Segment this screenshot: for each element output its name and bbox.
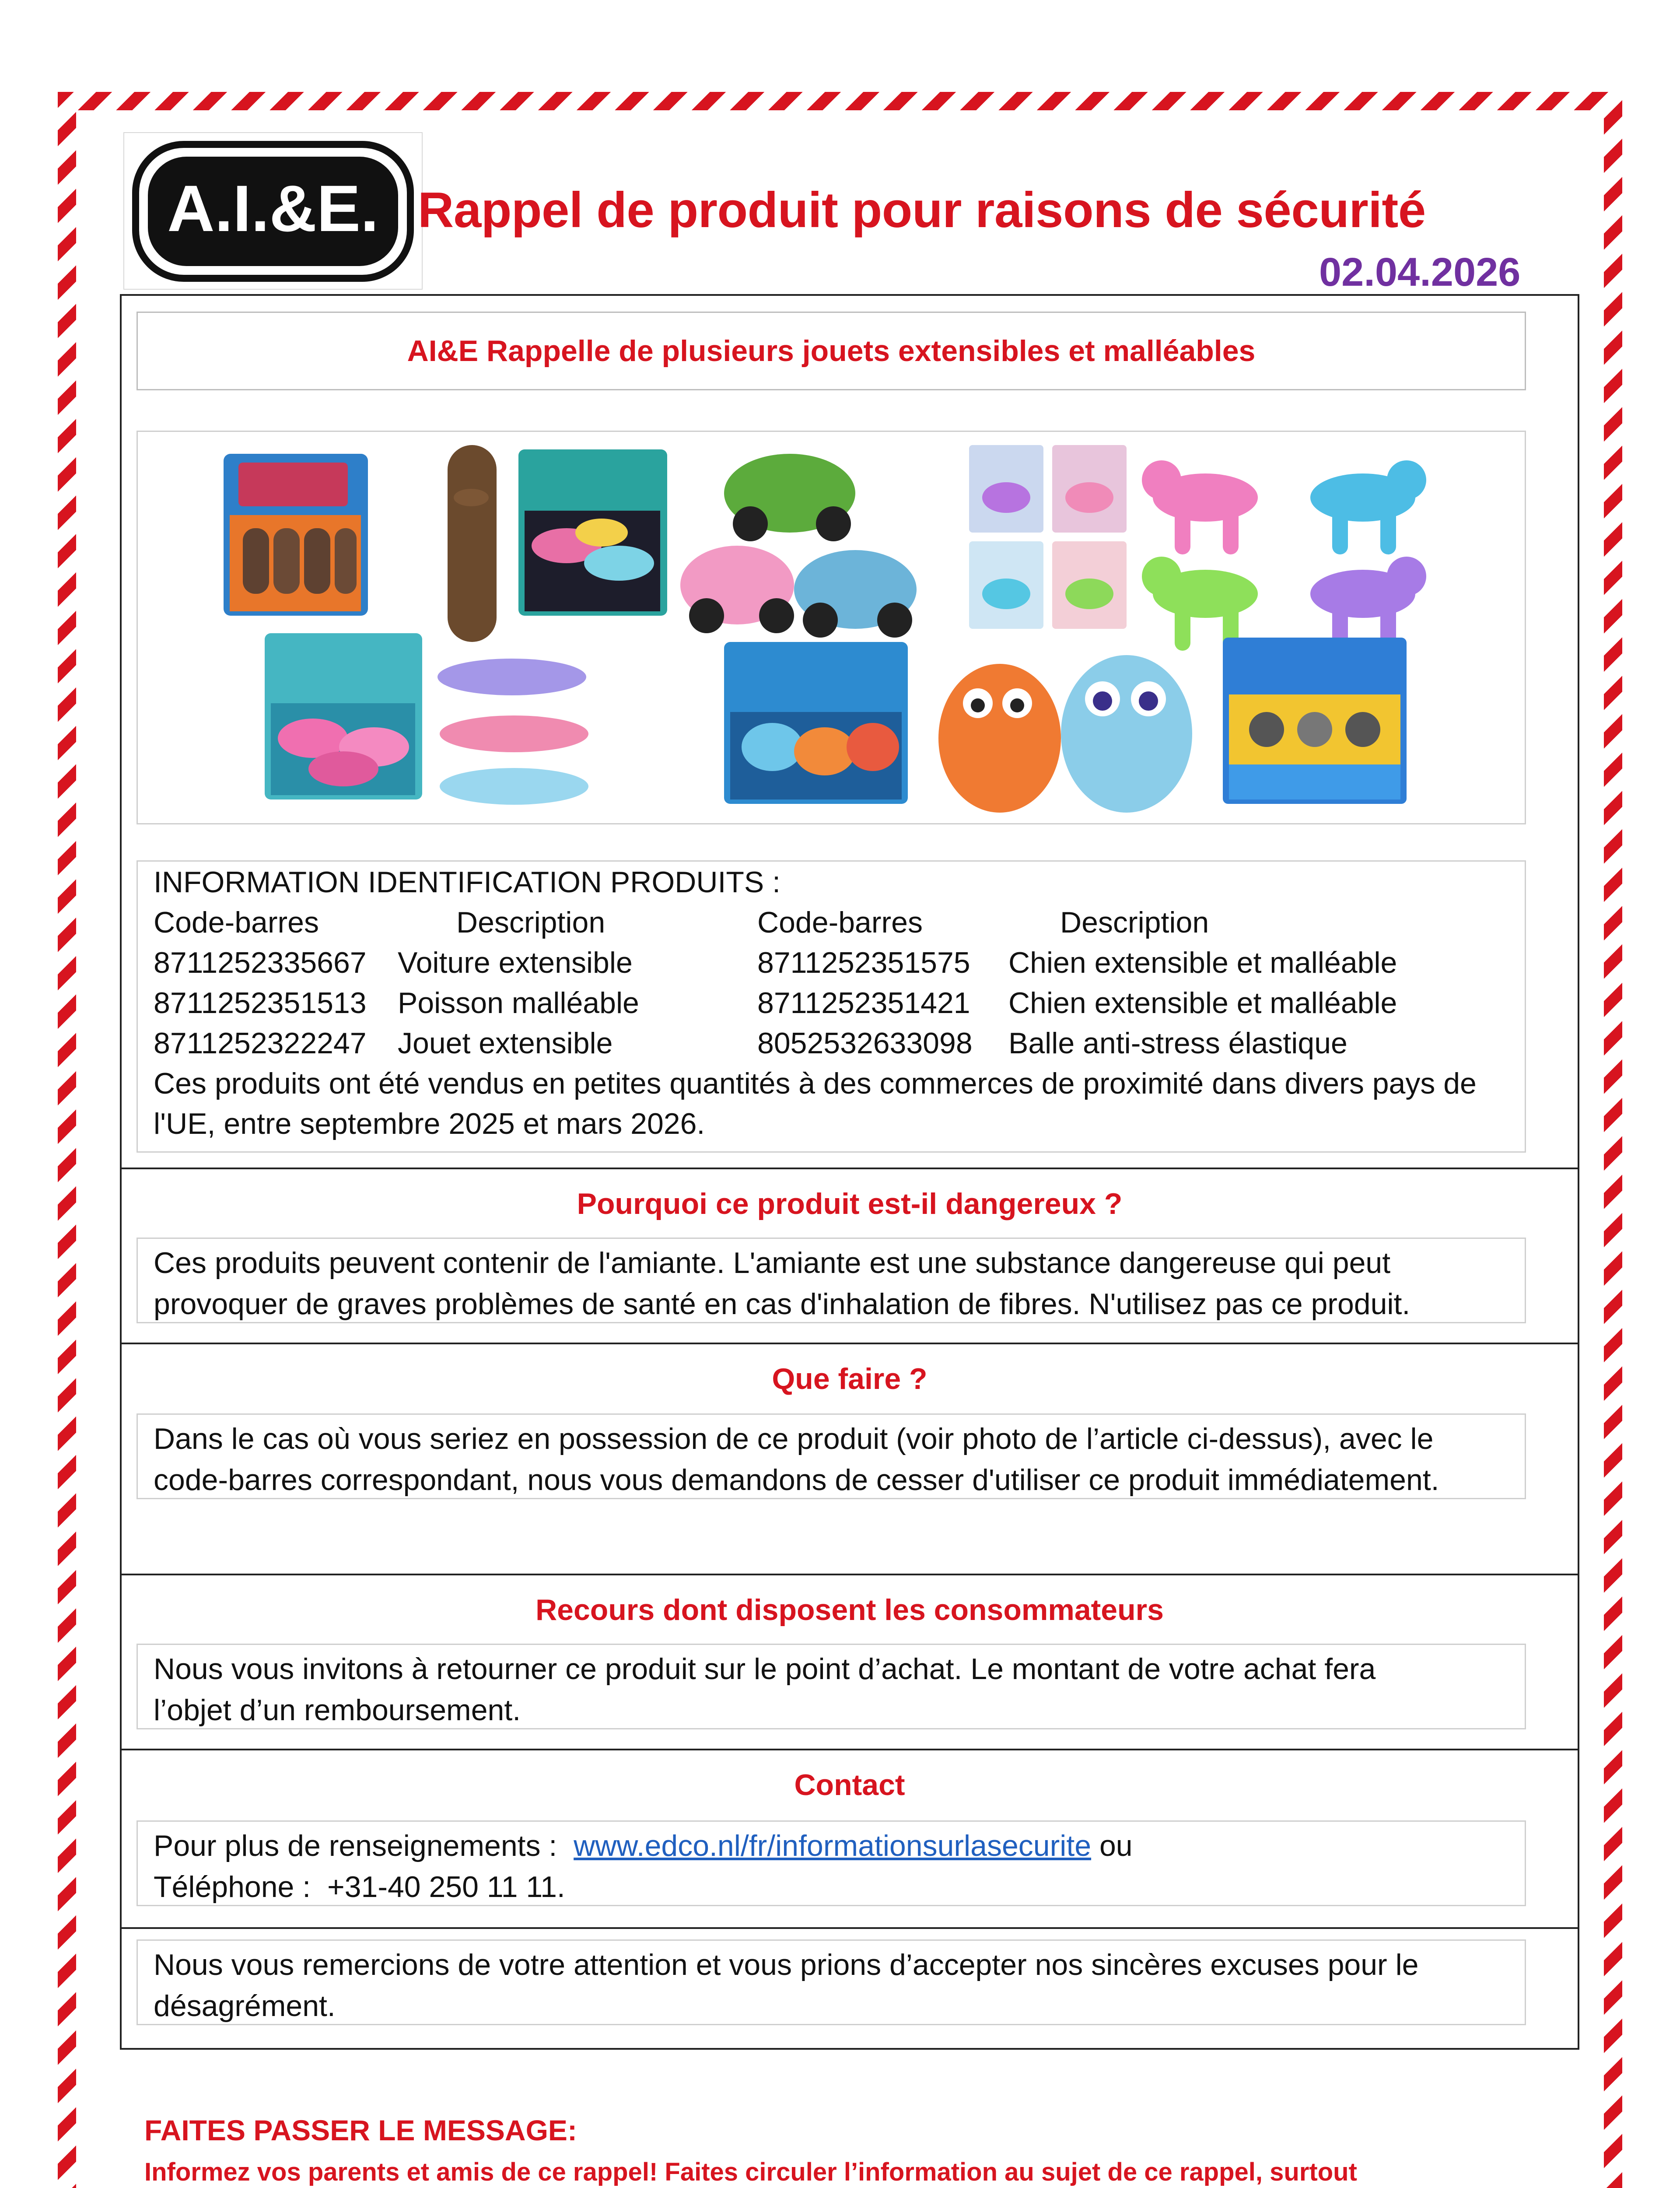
phone-number: +31-40 250 11 11.	[327, 1870, 565, 1904]
table-cell-barcode: 8052532633098	[757, 1027, 973, 1060]
danger-line-2: provoquer de graves problèmes de santé en cas d'inhalation de fibres. N'utilisez pas ce produit.	[154, 1287, 1410, 1321]
recall-subtitle: AI&E Rappelle de plusieurs jouets extensibles et malléables	[136, 312, 1526, 390]
table-cell-description: Voiture extensible	[398, 946, 633, 979]
table-cell-barcode: 8711252351575	[757, 946, 970, 979]
remedy-text-box	[136, 1644, 1526, 1729]
action-text-box	[136, 1413, 1526, 1499]
table-cell-description: Balle anti-stress élastique	[1008, 1027, 1348, 1060]
table-cell-barcode: 8711252351421	[757, 986, 970, 1020]
recall-date: 02.04.2026	[1319, 250, 1521, 295]
table-cell-barcode: 8711252335667	[154, 946, 367, 979]
stress-ball-display	[1223, 638, 1407, 804]
contact-text-box	[136, 1820, 1526, 1906]
contact-title: Contact	[794, 1768, 905, 1802]
box-of-axolotl-toys	[518, 449, 667, 616]
company-logo	[123, 132, 423, 290]
balloon-dog-toys	[1142, 460, 1426, 651]
product-photos	[138, 432, 1525, 823]
remedy-line-1: Nous vous invitons à retourner ce produit sur le point d’achat. Le montant de votre achat fera	[154, 1652, 1376, 1686]
column-header-description-right: Description	[1060, 906, 1209, 939]
box-of-dog-toys	[724, 642, 908, 804]
contact-info-line	[154, 1825, 1525, 1866]
column-header-barcode-right: Code-barres	[757, 906, 923, 939]
danger-text-box	[136, 1238, 1526, 1323]
danger-title: Pourquoi ce produit est-il dangereux ?	[577, 1187, 1123, 1220]
table-cell-description: Chien extensible et malléable	[1008, 986, 1397, 1020]
phone-label: Téléphone :	[154, 1870, 311, 1904]
stretch-cars	[680, 454, 917, 638]
contact-info-label: Pour plus de renseignements :	[154, 1829, 557, 1862]
table-cell-barcode: 8711252322247	[154, 1027, 367, 1060]
page-title: Rappel de produit pour raisons de sécurité	[418, 182, 1426, 238]
table-cell-barcode: 8711252351513	[154, 986, 367, 1020]
product-images-panel	[136, 431, 1526, 824]
action-title: Que faire ?	[772, 1362, 928, 1396]
column-header-description-left: Description	[456, 906, 606, 939]
table-cell-description: Poisson malléable	[398, 986, 639, 1020]
link-suffix: ou	[1099, 1829, 1133, 1862]
packaged-balloon-dogs	[969, 445, 1127, 629]
box-of-stretch-poop-toys	[224, 454, 368, 616]
danger-line-1: Ces produits peuvent contenir de l'amiante. L'amiante est une substance dangereuse qui peut	[154, 1246, 1391, 1280]
sales-note-line-2: l'UE, entre septembre 2025 et mars 2026.	[154, 1107, 705, 1140]
spread-message-text	[144, 2152, 1357, 2188]
box-of-malleable-fish	[265, 633, 422, 799]
stretch-poop-toy	[448, 445, 497, 642]
table-cell-description: Jouet extensible	[398, 1027, 613, 1060]
remedy-title: Recours dont disposent les consommateurs	[536, 1593, 1164, 1627]
logo-badge	[132, 141, 414, 282]
identification-heading: INFORMATION IDENTIFICATION PRODUITS :	[154, 866, 781, 899]
closing-line-2: désagrément.	[154, 1989, 336, 2023]
product-identification-table	[136, 860, 1526, 1153]
closing-line-1: Nous vous remercions de votre attention et vous prions d’accepter nos sincères excuses pour le	[154, 1948, 1419, 1981]
spread-message-line-1: Informez vos parents et amis de ce rappel! Faites circuler l’information au sujet de ce rappel, surtout	[144, 2158, 1357, 2186]
dog-toys	[938, 655, 1192, 813]
spread-message-title: FAITES PASSER LE MESSAGE:	[144, 2114, 577, 2146]
table-cell-description: Chien extensible et malléable	[1008, 946, 1397, 979]
safety-info-link[interactable]: www.edco.nl/fr/informationsurlasecurite	[574, 1829, 1092, 1862]
remedy-line-2: l’objet d’un remboursement.	[154, 1694, 521, 1727]
action-line-2: code-barres correspondant, nous vous demandons de cesser d'utiliser ce produit immédiatement.	[154, 1463, 1439, 1497]
sales-note-line-1: Ces produits ont été vendus en petites quantités à des commerces de proximité dans divers pays de	[154, 1067, 1477, 1100]
column-header-barcode-left: Code-barres	[154, 906, 319, 939]
contact-phone-line	[154, 1866, 1525, 1907]
closing-text-box	[136, 1939, 1526, 2025]
axolotl-toys	[438, 659, 588, 805]
action-line-1: Dans le cas où vous seriez en possession de ce produit (voir photo de l’article ci-dessus), avec le	[154, 1422, 1434, 1455]
logo-text: A.I.&E.	[167, 172, 379, 245]
